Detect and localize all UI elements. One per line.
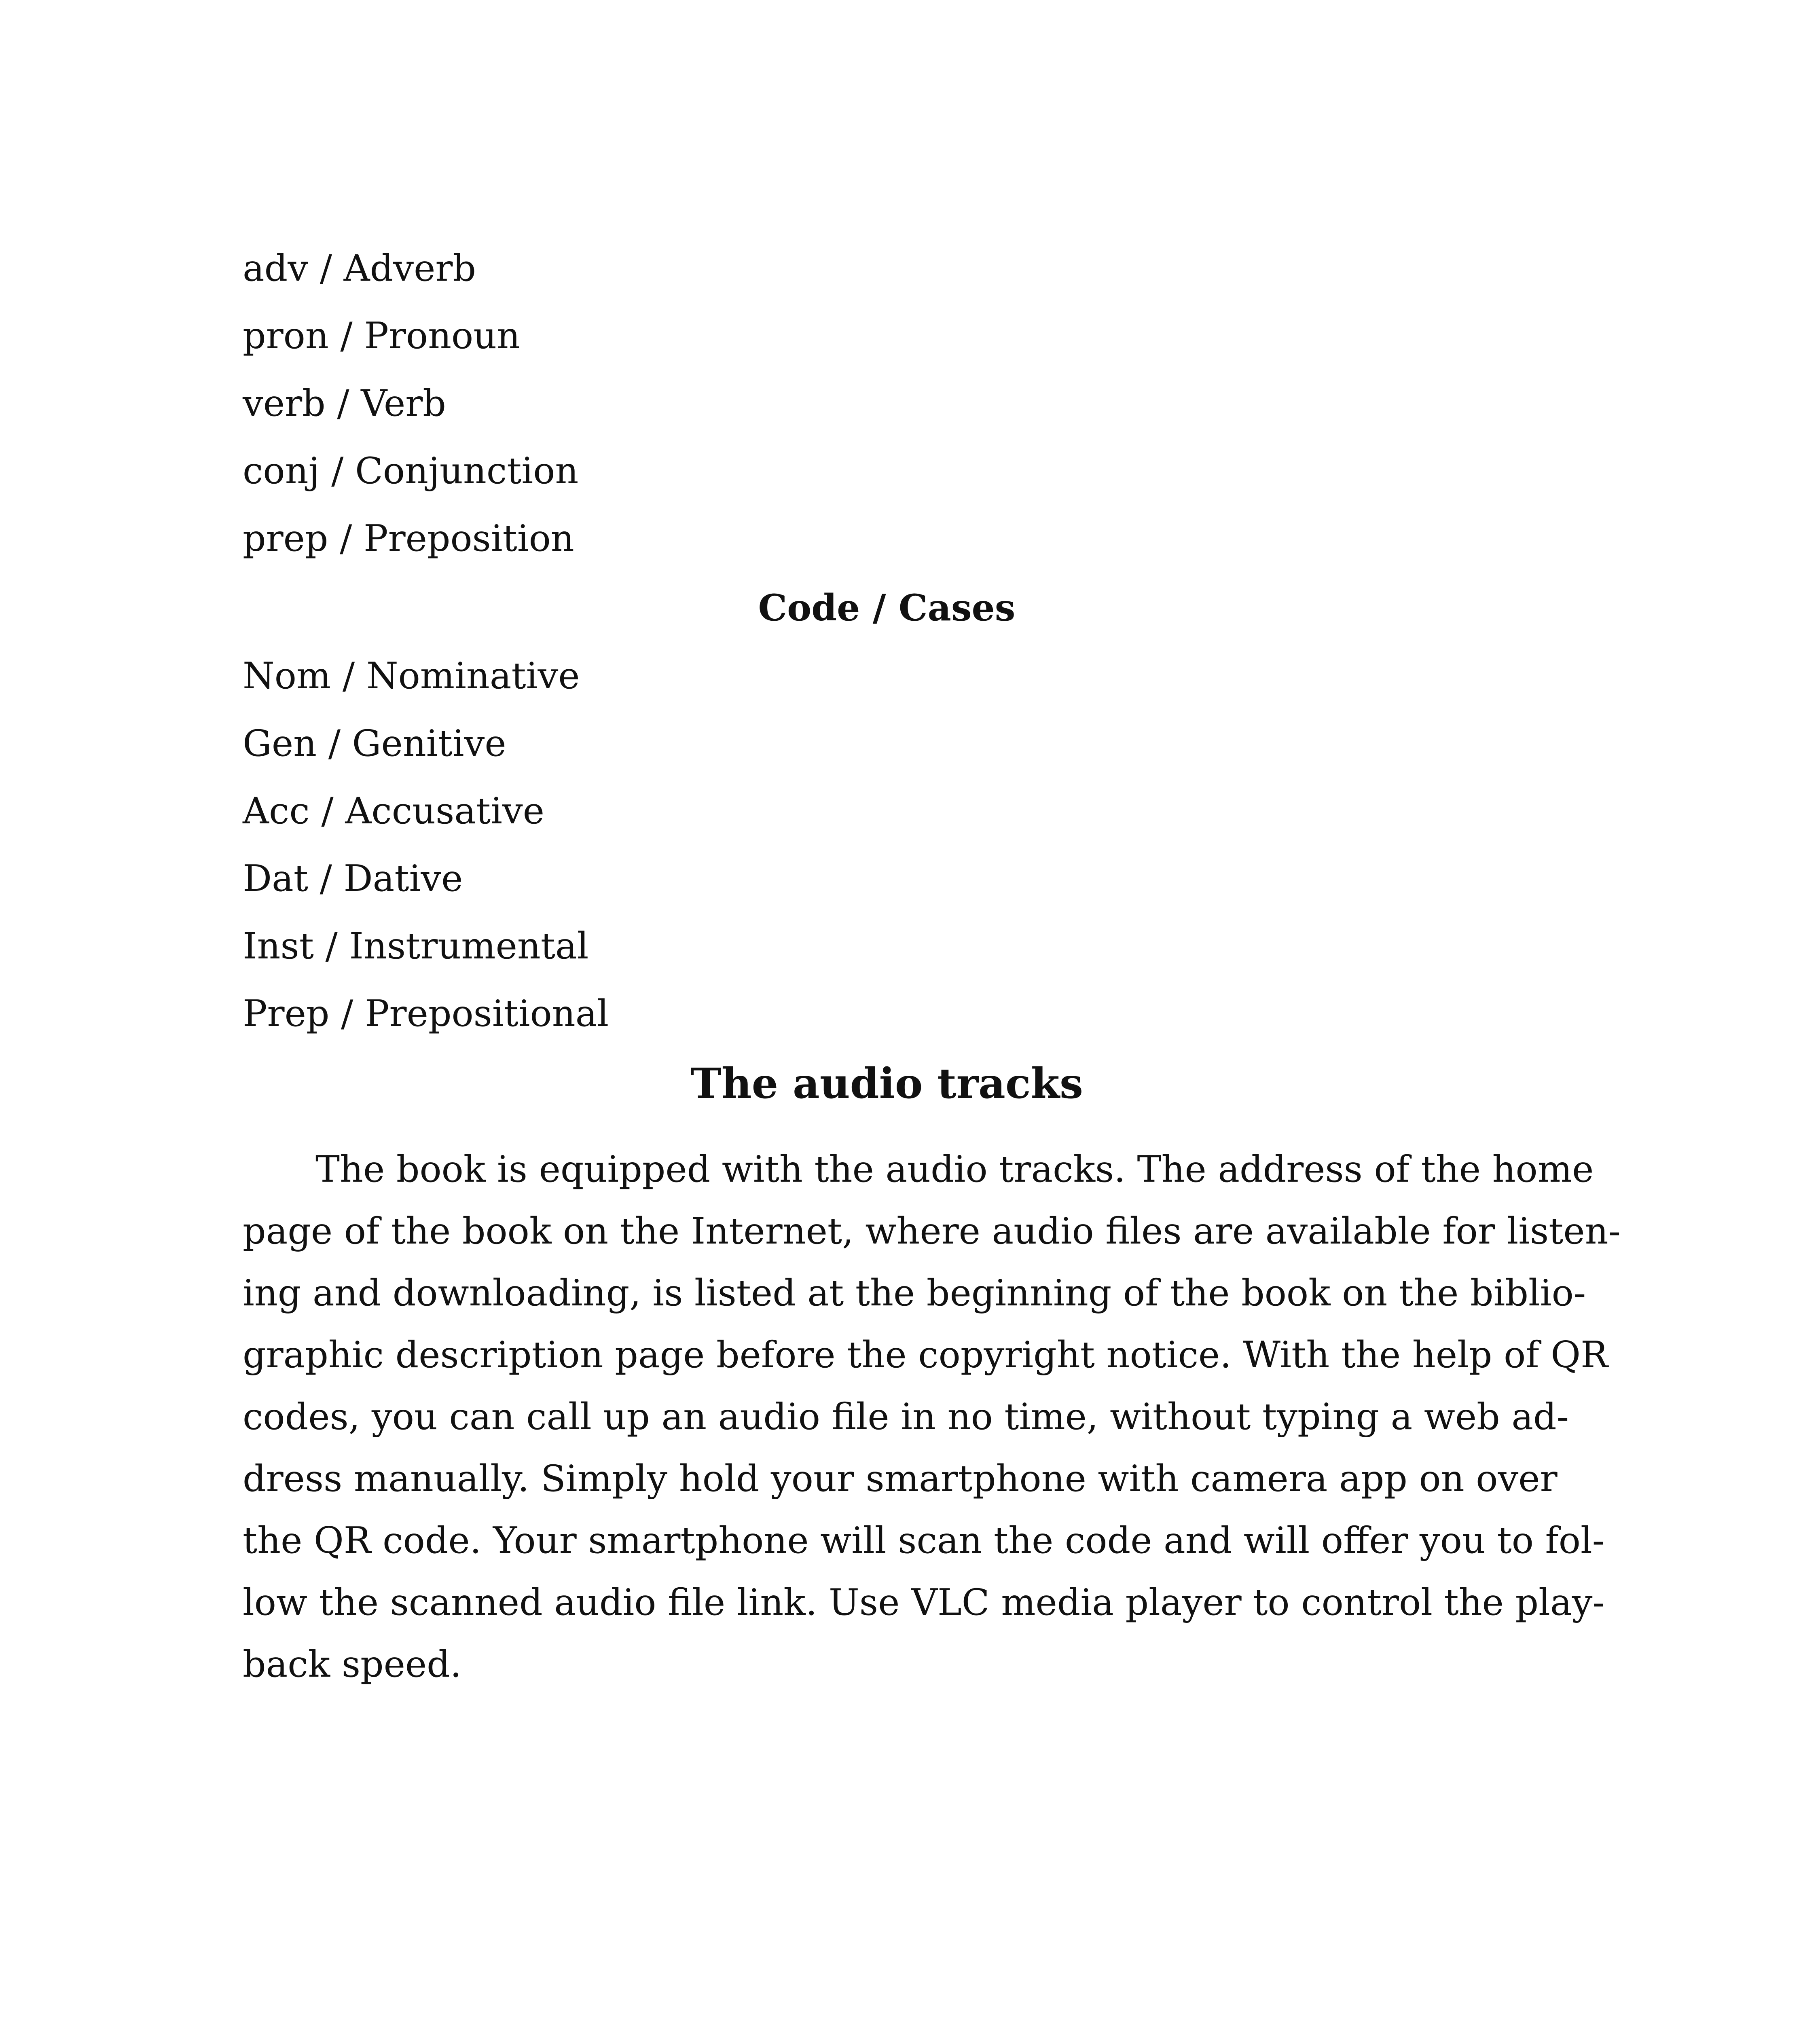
list-item: Dat / Dative [243, 857, 463, 900]
list-item: conj / Conjunction [243, 450, 579, 492]
paragraph-line: codes, you can call up an audio file in no time, without typing a web ad- [243, 1396, 1569, 1438]
paragraph-line: graphic description page before the copyright notice. With the help of QR [243, 1334, 1608, 1376]
paragraph-line: dress manually. Simply hold your smartphone with camera app on over [243, 1457, 1558, 1500]
cases-heading: Code / Cases [758, 586, 1016, 629]
paragraph-line: back speed. [243, 1643, 462, 1686]
list-item: Prep / Prepositional [243, 992, 609, 1035]
list-item: pron / Pronoun [243, 315, 521, 357]
list-item: verb / Verb [243, 382, 446, 425]
audio-tracks-heading: The audio tracks [690, 1059, 1083, 1108]
paragraph-line: the QR code. Your smartphone will scan the code and will offer you to fol- [243, 1519, 1605, 1562]
paragraph-line: page of the book on the Internet, where audio files are available for listen- [243, 1210, 1621, 1252]
paragraph-line: The book is equipped with the audio tracks. The address of the home [315, 1148, 1594, 1191]
list-item: adv / Adverb [243, 247, 476, 290]
list-item: Acc / Accusative [243, 790, 545, 832]
list-item: Nom / Nominative [243, 655, 580, 697]
cases-list [243, 642, 609, 1047]
list-item: Gen / Genitive [243, 722, 506, 765]
paragraph-line: low the scanned audio file link. Use VLC media player to control the play- [243, 1581, 1605, 1624]
list-item: Inst / Instrumental [243, 925, 589, 967]
paragraph-line: ing and downloading, is listed at the beginning of the book on the biblio- [243, 1272, 1586, 1314]
list-item: prep / Preposition [243, 517, 574, 560]
parts-of-speech-list [243, 235, 578, 572]
